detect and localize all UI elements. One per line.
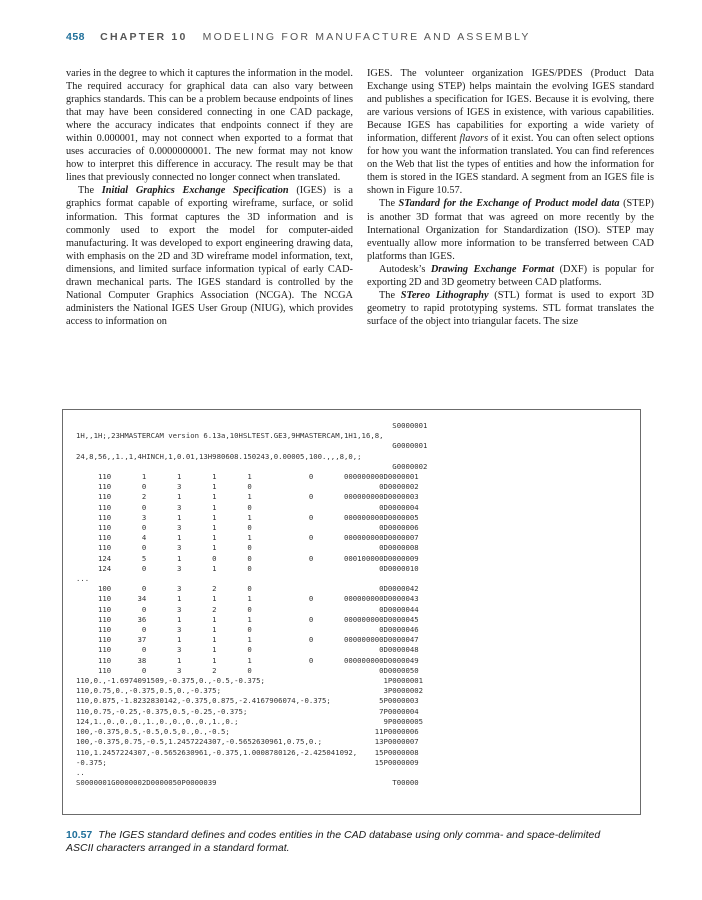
iges-line: 100,-0.375,0.5,-0.5,0.5,0.,0.,-0.5; 11P0000006 bbox=[76, 727, 419, 737]
iges-line: G0000002 bbox=[76, 461, 428, 471]
iges-line: 110 0 3 2 0 0D0000050 bbox=[76, 665, 419, 675]
figure-number: 10.57 bbox=[66, 829, 93, 841]
iges-line: .. bbox=[76, 767, 85, 777]
iges-line: 110,0.75,0.,-0.375,0.5,0.,-0.375; 3P0000002 bbox=[76, 686, 424, 696]
iges-line: 110 3 1 1 1 0 000000000D0000005 bbox=[76, 512, 419, 522]
paragraph-text: Autodesk’s bbox=[379, 263, 431, 275]
term-dxf: Drawing Exchange Format bbox=[430, 263, 555, 275]
term-step: STandard for the Exchange of Product model data bbox=[398, 198, 620, 210]
paragraph-text: The bbox=[379, 289, 401, 301]
figure-caption bbox=[66, 829, 626, 856]
iges-line: 110,0.,-1.6974091509,-0.375,0.,-0.5,-0.375; 1P0000001 bbox=[76, 676, 424, 686]
term-flavors: flavors bbox=[459, 133, 489, 145]
iges-line: S0000001G0000002D0000050P0000039 T00000 bbox=[76, 778, 419, 788]
iges-line: 110 0 3 1 0 0D0000046 bbox=[76, 625, 419, 635]
paragraph-text: (STEP) is another 3D format that was agreed on more recently by the International Organization for Standardization (ISO). STEP may eventually allow more information to be transferred between CAD platforms than IGES. bbox=[367, 198, 654, 262]
iges-line: 110 0 3 1 0 0D0000002 bbox=[76, 482, 419, 492]
iges-line: 124 0 3 1 0 0D0000010 bbox=[76, 563, 419, 573]
paragraph-stl bbox=[367, 289, 654, 328]
paragraph-text: (DXF) is popular for exporting 2D and 3D geometry between CAD platforms. bbox=[367, 263, 654, 288]
caption-text: The IGES standard defines and codes entities in the CAD database using only comma- and space-delimited ASCII characters arranged in a standard format. bbox=[66, 829, 601, 855]
iges-line: 110 36 1 1 1 0 000000000D0000045 bbox=[76, 614, 419, 624]
iges-line: S0000001 bbox=[76, 421, 428, 430]
iges-file-listing bbox=[76, 421, 628, 788]
paragraph-accuracy: varies in the degree to which it captures the information in the model. The required accuracy for graphical data can also vary between graphics standards. This can be a problem because endpoints of lines that may have been considered connecting in one CAD package, where the accuracy indicates that endpoints connect if they are within 0.000001, may not connect when exported to a format that uses accuracies of 0.0000000001. The new format may not know how to interpret this difference in accuracy. The result may be that lines that previously connected no longer connect when translated. bbox=[66, 68, 353, 184]
iges-line: 110 2 1 1 1 0 000000000D0000003 bbox=[76, 492, 419, 502]
iges-line: 110,0.875,-1.8232830142,-0.375,0.875,-2.4167906074,-0.375; 5P0000003 bbox=[76, 696, 419, 706]
left-column bbox=[66, 67, 353, 328]
iges-line: 110 0 3 1 0 0D0000008 bbox=[76, 543, 419, 553]
paragraph-step bbox=[367, 197, 654, 262]
iges-line: 1H,,1H;,23HMASTERCAM version 6.13a,10HSLTEST.GE3,9HMASTERCAM,1H1,16,8, bbox=[76, 431, 384, 441]
iges-line: 110 4 1 1 1 0 000000000D0000007 bbox=[76, 533, 419, 543]
iges-line: 110,0.75,-0.25,-0.375,0.5,-0.25,-0.375; 7P0000004 bbox=[76, 706, 419, 716]
iges-line: 100 0 3 2 0 0D0000042 bbox=[76, 584, 419, 594]
paragraph-text: (IGES) is a graphics format capable of exporting wireframe, surface, or solid information. This format captures the 3D information and is commonly used to export the model for computer-aided manufacturing. It was developed to export engineering drawing data, with emphasis on the 2D and 3D wireframe model information, text, dimensions, and limited surface information typical of early CAD-drawn mechanical parts. The IGES standard is controlled by the National Computer Graphics Association (NCGA). The NCGA administers the National IGES User Group (NIUG), which provides access to information on bbox=[66, 185, 353, 327]
term-iges: Initial Graphics Exchange Specification bbox=[101, 185, 289, 197]
page-number: 458 bbox=[66, 31, 86, 43]
iges-line: 124,1.,0.,0.,0.,1.,0.,0.,0.,0.,1.,0.; 9P0000005 bbox=[76, 716, 424, 726]
iges-line: 110,1.2457224307,-0.5652630961,-0.375,1.0008780126,-2.425041092, 15P0000008 bbox=[76, 747, 419, 757]
paragraph-text: (STL) format is used to export 3D geometry to rapid prototyping systems. STL format translates the surface of the object into triangular facets. The size bbox=[367, 289, 654, 327]
chapter-title: MODELING FOR MANUFACTURE AND ASSEMBLY bbox=[202, 31, 531, 43]
paragraph-text: of it exist. You can often select options for how you want the information translated. You can find references on the Web that list the types of entities and how the information for them is stored in the IGES standard. A segment from an IGES file is shown in Figure 10.57. bbox=[367, 133, 654, 197]
iges-line: 110 37 1 1 1 0 000000000D0000047 bbox=[76, 635, 419, 645]
iges-line: 24,8,56,,1.,1,4HINCH,1,0.01,13H980608.150243,0.00005,100.,,,8,0,; bbox=[76, 451, 362, 461]
iges-line: ... bbox=[76, 574, 90, 584]
iges-line: 110 1 1 1 1 0 000000000D0000001 bbox=[76, 472, 419, 482]
iges-line: 110 38 1 1 1 0 000000000D0000049 bbox=[76, 655, 419, 665]
iges-line: 110 0 3 1 0 0D0000004 bbox=[76, 502, 419, 512]
chapter-label: CHAPTER 10 bbox=[100, 31, 188, 43]
right-column bbox=[367, 67, 654, 328]
iges-line: 100,-0.375,0.75,-0.5,1.2457224307,-0.5652630961,0.75,0.; 13P0000007 bbox=[76, 737, 419, 747]
iges-line: 124 5 1 0 0 0 000100000D0000009 bbox=[76, 553, 419, 563]
iges-line: 110 0 3 2 0 0D0000044 bbox=[76, 604, 419, 614]
term-stl: STereo Lithography bbox=[400, 289, 489, 301]
iges-line: 110 34 1 1 1 0 000000000D0000043 bbox=[76, 594, 419, 604]
paragraph-text: IGES. The volunteer organization IGES/PDES (Product Data Exchange using STEP) helps maintain the evolving IGES standard and publishes a specification for IGES. Because it is evolving, there are various versions of IGES in existence, with various capabilities. Because IGES has capabilities for exporting a wide variety of information, different bbox=[367, 68, 654, 145]
iges-line: 110 0 3 1 0 0D0000006 bbox=[76, 523, 419, 533]
paragraph-iges-pdes bbox=[367, 67, 654, 197]
iges-line: 110 0 3 1 0 0D0000048 bbox=[76, 645, 419, 655]
iges-line: -0.375; 15P0000009 bbox=[76, 757, 419, 767]
iges-line: G0000001 bbox=[76, 441, 428, 451]
figure-iges-listing bbox=[62, 409, 641, 815]
paragraph-dxf bbox=[367, 263, 654, 289]
running-header bbox=[66, 31, 531, 43]
paragraph-text: The bbox=[78, 185, 102, 197]
paragraph-text: The bbox=[379, 198, 399, 210]
paragraph-iges bbox=[66, 184, 353, 328]
